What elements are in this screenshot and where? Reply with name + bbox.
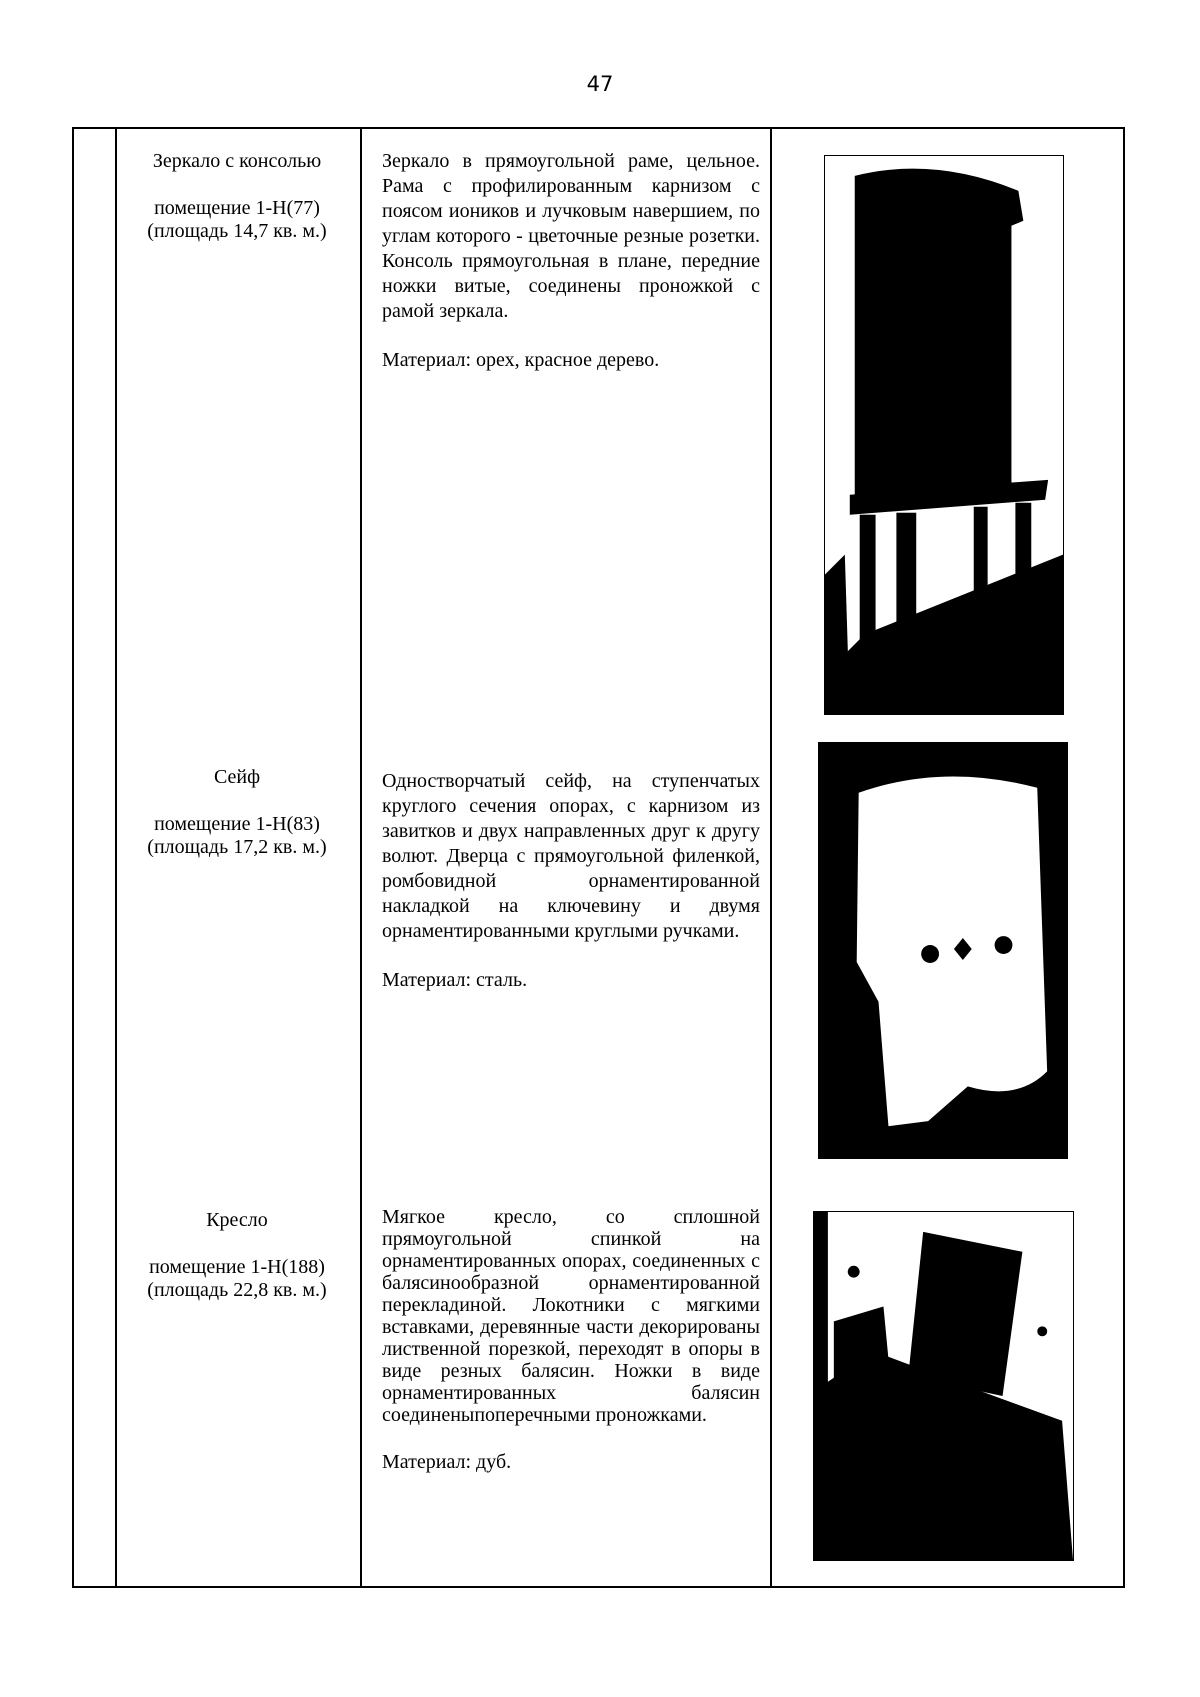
item-room: помещение 1-Н(83) (154, 813, 320, 835)
page-number: 47 (586, 72, 614, 96)
item-description-cell (382, 149, 760, 373)
item-description: Одностворчатый сейф, на ступенчатых круглого сечения опорах, с карнизом из завитков и двух направленных друг к другу волют. Дверца с прямоугольной филенкой, ромбовидной орнаментированной накладкой на ключевину и двумя орнаментированными круглыми ручками. (382, 770, 760, 942)
item-material: Материал: дуб. (382, 1451, 512, 1473)
item-area: (площадь 14,7 кв. м.) (147, 220, 327, 242)
column-divider-name (360, 127, 362, 1588)
mirror-console-photo (824, 155, 1064, 715)
safe-photo (818, 742, 1068, 1159)
item-description-cell (382, 1206, 760, 1475)
item-description: Мягкое кресло, со сплошной прямоугольной спинкой на орнаментированных опорах, соединенных с балясинообразной орнаментированной перекладиной. Локотники с мягкими вставками, деревянные части декорированы лиственной порезкой, переходят в опоры в виде резных балясин. Ножки в виде орнаментированных балясин соединеныпоперечными проножками. (382, 1206, 760, 1426)
item-area: (площадь 17,2 кв. м.) (147, 836, 327, 858)
item-name-cell (117, 766, 357, 859)
item-area: (площадь 22,8 кв. м.) (147, 1279, 327, 1301)
item-title: Сейф (213, 766, 261, 788)
item-material: Материал: сталь. (382, 969, 528, 991)
item-material: Материал: орех, красное дерево. (382, 349, 660, 371)
column-divider-description (770, 127, 772, 1588)
item-name-cell (117, 1209, 357, 1302)
item-room: помещение 1-Н(188) (149, 1256, 325, 1278)
item-description: Зеркало в прямоугольной раме, цельное. Рама с профилированным карнизом с поясом иоников и лучковым навершием, по углам которого - цветочные резные розетки. Консоль прямоугольная в плане, передние ножки витые, соединены проножкой с рамой зеркала. (382, 150, 760, 322)
item-name-cell (117, 150, 357, 243)
armchair-photo (813, 1211, 1074, 1561)
item-title: Кресло (206, 1209, 268, 1231)
item-room: помещение 1-Н(77) (154, 197, 320, 219)
item-description-cell (382, 769, 760, 993)
item-title: Зеркало с консолью (152, 150, 322, 172)
